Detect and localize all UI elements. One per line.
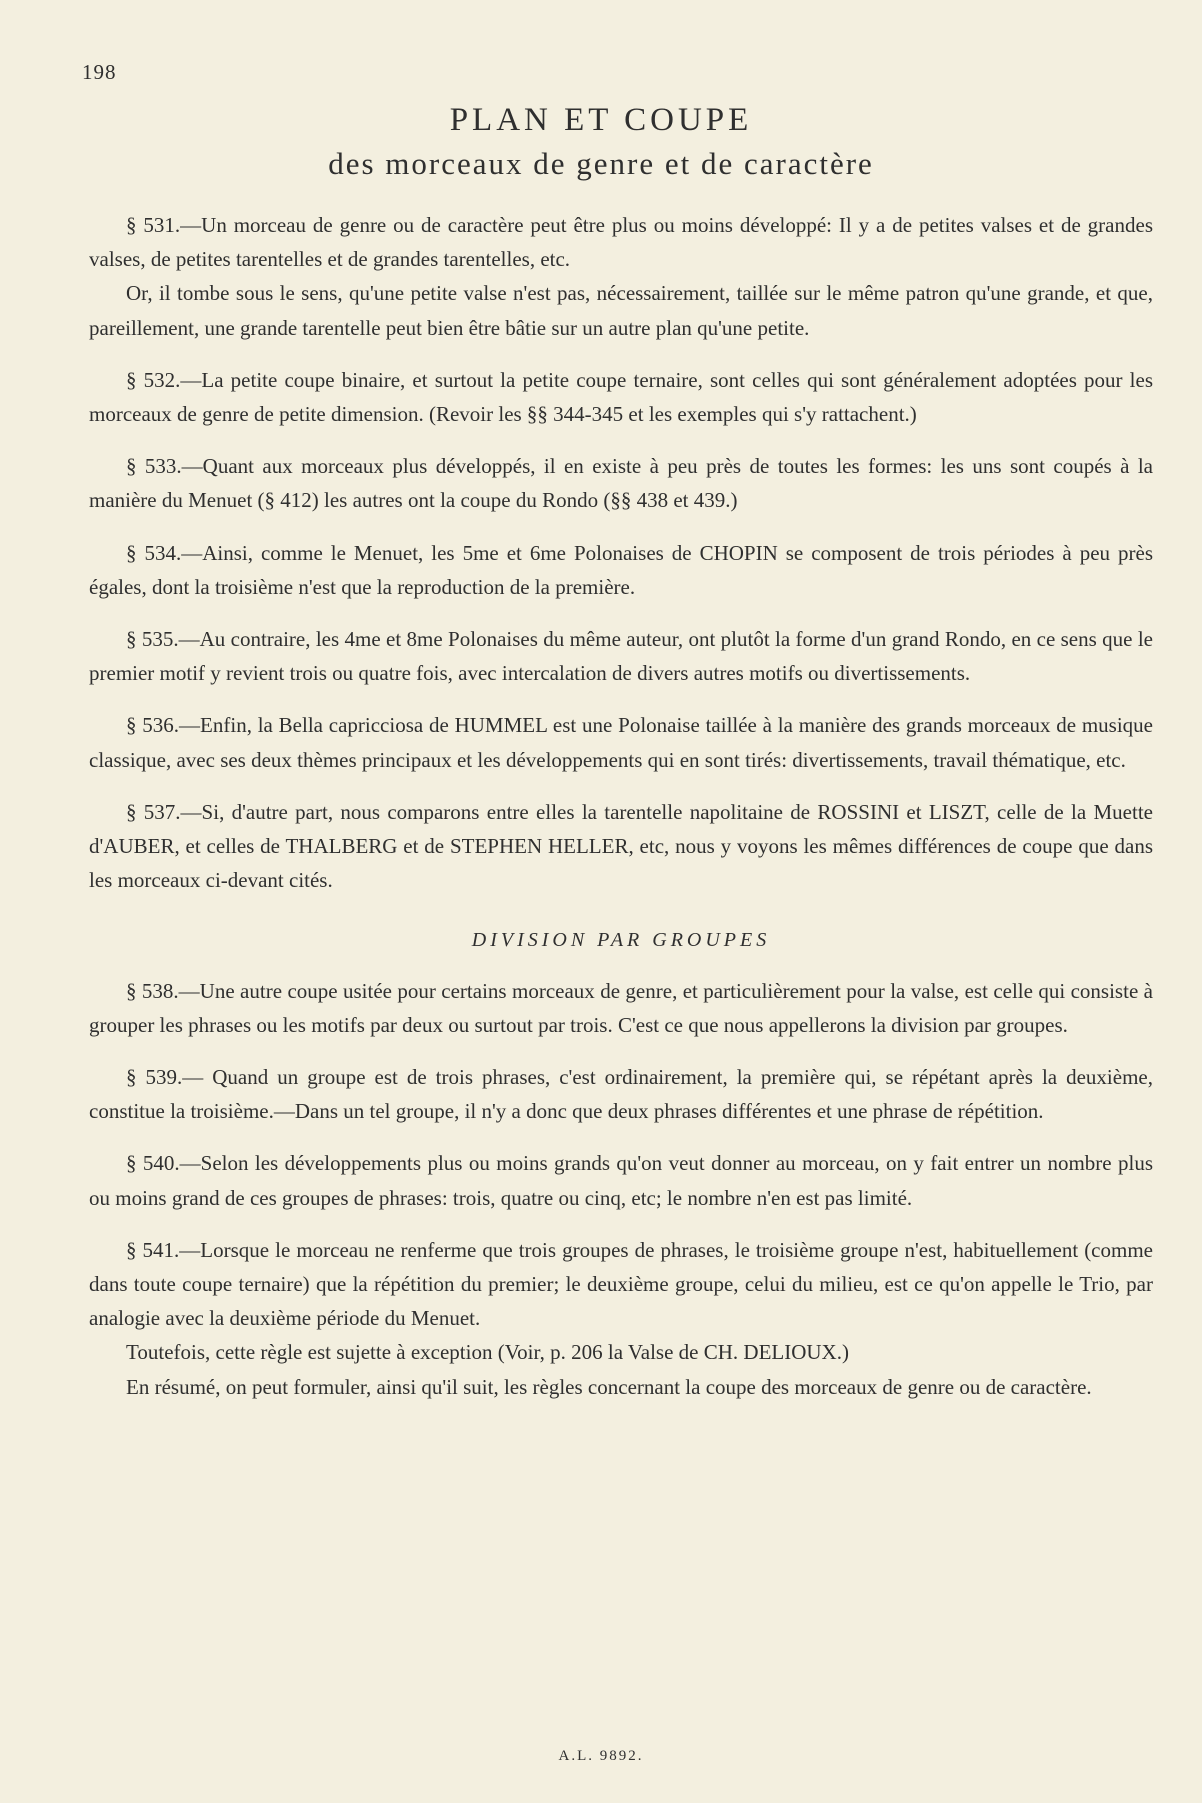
paragraph-536: § 536.—Enfin, la Bella capricciosa de HUMMEL est une Polonaise taillée à la manière des grands morceaux de musique classique, avec ses deux thèmes principaux et les développements qui en sont tirés: divertissements, travail thématique, etc. xyxy=(89,713,1153,772)
paragraph-539: § 539.— Quand un groupe est de trois phrases, c'est ordinairement, la première qui, se répétant après la deuxième, constitue la troisième.—Dans un tel groupe, il n'y a donc que deux phrases différentes et une phrase de répétition. xyxy=(89,1065,1153,1124)
paragraph-534: § 534.—Ainsi, comme le Menuet, les 5me et 6me Polonaises de CHOPIN se composent de trois périodes à peu près égales, dont la troisième n'est que la reproduction de la première. xyxy=(89,540,1153,599)
page-number: 198 xyxy=(82,60,117,84)
section-heading: DIVISION PAR GROUPES xyxy=(471,929,771,952)
paragraph-533: § 533.—Quant aux morceaux plus développés, il en existe à peu près de toutes les formes: les uns sont coupés à la manière du Menuet (§ 412) les autres ont la coupe du Rondo (§§ 438 et 439.) xyxy=(89,454,1153,513)
paragraph-541-summary: En résumé, on peut formuler, ainsi qu'il suit, les règles concernant la coupe des morceaux de genre ou de caractère. xyxy=(126,1374,1092,1399)
paragraph-541-exception: Toutefois, cette règle est sujette à exception (Voir, p. 206 la Valse de CH. DELIOUX.) xyxy=(126,1340,849,1365)
plate-number: A.L. 9892. xyxy=(558,1748,644,1764)
paragraph-541: § 541.—Lorsque le morceau ne renferme que trois groupes de phrases, le troisième groupe n'est, habituellement (comme dans toute coupe ternaire) que la répétition du premier; le deuxième groupe, celui du milieu, est ce qu'on appelle le Trio, par analogie avec la deuxième période du Menuet. xyxy=(89,1237,1153,1331)
page-subtitle: des morceaux de genre et de caractère xyxy=(328,146,874,181)
paragraph-537: § 537.—Si, d'autre part, nous comparons entre elles la tarentelle napolitaine de ROSSINI et LISZT, celle de la Muette d'AUBER, et celles de THALBERG et de STEPHEN HELLER, etc, nous y voyons les mêmes différences de coupe que dans les morceaux ci-devant cités. xyxy=(89,799,1153,893)
paragraph-540: § 540.—Selon les développements plus ou moins grands qu'on veut donner au morceau, on y fait entrer un nombre plus ou moins grand de ces groupes de phrases: trois, quatre ou cinq, etc; le nombre n'en est pas limité. xyxy=(89,1151,1153,1210)
paragraph-532: § 532.—La petite coupe binaire, et surtout la petite coupe ternaire, sont celles qui sont généralement adoptées pour les morceaux de genre de petite dimension. (Revoir les §§ 344-345 et les exemples qui s'y rattachent.) xyxy=(89,367,1153,427)
paragraph-535: § 535.—Au contraire, les 4me et 8me Polonaises du même auteur, ont plutôt la forme d'un grand Rondo, en ce sens que le premier motif y revient trois ou quatre fois, avec intercalation de divers autres motifs ou divertissements. xyxy=(89,627,1153,686)
paragraph-531: § 531.—Un morceau de genre ou de caractère peut être plus ou moins développé: Il y a de petites valses et de grandes valses, de petites tarentelles et de grandes tarentelles, etc. xyxy=(89,213,1153,272)
paragraph-531-continued: Or, il tombe sous le sens, qu'une petite valse n'est pas, nécessairement, taillée sur le même patron qu'une grande, et que, pareillement, une grande tarentelle peut bien être bâtie sur un autre plan qu'une petite. xyxy=(89,281,1153,340)
paragraph-538: § 538.—Une autre coupe usitée pour certains morceaux de genre, et particulièrement pour la valse, est celle qui consiste à grouper les phrases ou les motifs par deux ou surtout par trois. C'est ce que nous appellerons la division par groupes. xyxy=(89,978,1153,1037)
page-title: PLAN ET COUPE xyxy=(449,102,753,138)
document-body xyxy=(89,208,1153,1422)
